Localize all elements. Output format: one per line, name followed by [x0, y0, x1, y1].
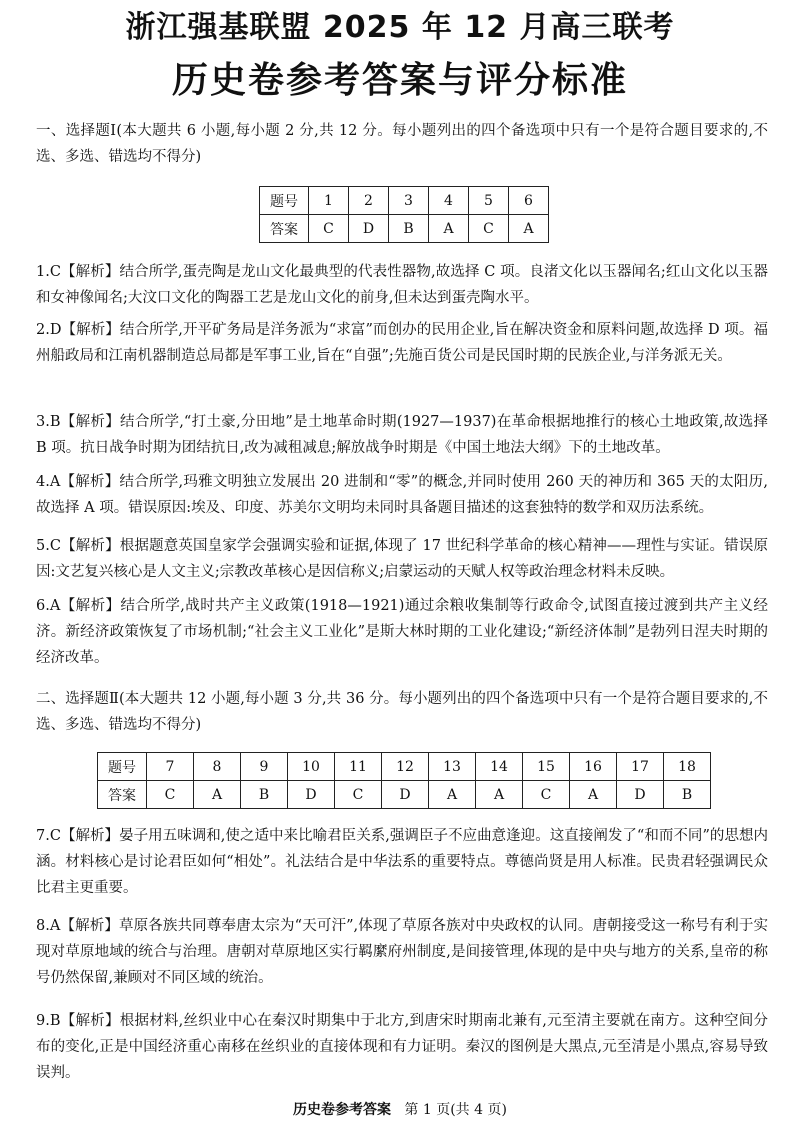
question-number-cell: 4: [429, 187, 469, 215]
question-number-cell: 6: [509, 187, 549, 215]
footer-page-number: 第 1 页(共 4 页): [404, 1102, 507, 1118]
question-number-cell: 8: [194, 753, 241, 781]
question-number-cell: 18: [664, 753, 711, 781]
explanation-item: 3.B【解析】结合所学,“打土豪,分田地”是土地革命时期(1927—1937)在革命根据地推行的核心土地政策,故选择 B 项。抗日战争时期为团结抗日,改为减租减息;解放战争时期是《中国土地法大纲》下的土地改革。: [36, 414, 768, 456]
page-footer: [0, 1100, 800, 1120]
answer-cell: C: [523, 781, 570, 809]
question-number-cell: 15: [523, 753, 570, 781]
answer-cell: C: [147, 781, 194, 809]
explanation-item: 4.A【解析】结合所学,玛雅文明独立发展出 20 进制和“零”的概念,并同时使用 260 天的神历和 365 天的太阳历,故选择 A 项。错误原因:埃及、印度、苏美尔文明均未同时具备题目描述的这套独特的数学和双历法系统。: [36, 474, 768, 516]
section2-intro: 二、选择题Ⅱ(本大题共 12 小题,每小题 3 分,共 36 分。每小题列出的四个备选项中只有一个是符合题目要求的,不选、多选、错选均不得分): [36, 691, 768, 733]
answer-cell: C: [335, 781, 382, 809]
answer-cell: A: [476, 781, 523, 809]
explanation-item: 2.D【解析】结合所学,开平矿务局是洋务派为“求富”而创办的民用企业,旨在解决资金和原料问题,故选择 D 项。福州船政局和江南机器制造总局都是军事工业,旨在“自强”;先施百货公司是民国时期的民族企业,与洋务派无关。: [36, 322, 768, 364]
answer-cell: A: [429, 215, 469, 243]
answer-cell: A: [194, 781, 241, 809]
answer-cell: A: [509, 215, 549, 243]
answer-cell: D: [349, 215, 389, 243]
explanation-item: 5.C【解析】根据题意英国皇家学会强调实验和证据,体现了 17 世纪科学革命的核心精神——理性与实证。错误原因:文艺复兴核心是人文主义;宗教改革核心是因信称义;启蒙运动的天赋人权等政治理念材料未反映。: [36, 538, 768, 580]
explanation-item: 7.C【解析】晏子用五味调和,使之适中来比喻君臣关系,强调臣子不应曲意逢迎。这直接阐发了“和而不同”的思想内涵。材料核心是讨论君臣如何“相处”。礼法结合是中华法系的重要特点。尊德尚贤是用人标准。民贵君轻强调民众比君主更重要。: [36, 828, 768, 896]
table-row: [260, 187, 549, 215]
explanation-item: 8.A【解析】草原各族共同尊奉唐太宗为“天可汗”,体现了草原各族对中央政权的认同。唐朝接受这一称号有利于实现对草原地域的统合与治理。唐朝对草原地区实行羁縻府州制度,是间接管理,体现的是中央与地方的关系,皇帝的称号仍然保留,兼顾对不同区域的统治。: [36, 918, 768, 986]
question-number-cell: 9: [241, 753, 288, 781]
question-number-cell: 17: [617, 753, 664, 781]
question-number-cell: 5: [469, 187, 509, 215]
document-title: 历史卷参考答案与评分标准: [171, 59, 628, 101]
question-number-cell: 16: [570, 753, 617, 781]
question-number-cell: 13: [429, 753, 476, 781]
table-header-cell: 答案: [98, 781, 147, 809]
answer-cell: C: [309, 215, 349, 243]
table-header-cell: 题号: [98, 753, 147, 781]
section1-answer-table: [259, 186, 549, 243]
explanation-item: 9.B【解析】根据材料,丝织业中心在秦汉时期集中于北方,到唐宋时期南北兼有,元至清主要就在南方。这种空间分布的变化,正是中国经济重心南移在丝织业的直接体现和有力证明。秦汉的图例是大黑点,元至清是小黑点,容易导致误判。: [36, 1013, 768, 1081]
answer-cell: C: [469, 215, 509, 243]
section2-answer-table: [97, 752, 711, 809]
question-number-cell: 11: [335, 753, 382, 781]
answer-cell: A: [429, 781, 476, 809]
question-number-cell: 2: [349, 187, 389, 215]
answer-cell: B: [241, 781, 288, 809]
exam-title: 浙江强基联盟 2025 年 12 月高三联考: [125, 10, 675, 45]
answer-cell: B: [664, 781, 711, 809]
question-number-cell: 10: [288, 753, 335, 781]
table-row: [260, 215, 549, 243]
question-number-cell: 14: [476, 753, 523, 781]
section1-intro: 一、选择题Ⅰ(本大题共 6 小题,每小题 2 分,共 12 分。每小题列出的四个备选项中只有一个是符合题目要求的,不选、多选、错选均不得分): [36, 123, 768, 165]
footer-document-name: 历史卷参考答案: [293, 1102, 392, 1118]
explanation-item: 6.A【解析】结合所学,战时共产主义政策(1918—1921)通过余粮收集制等行政命令,试图直接过渡到共产主义经济。新经济政策恢复了市场机制;“社会主义工业化”是斯大林时期的工业化建设;“新经济体制”是勃列日涅夫时期的经济改革。: [36, 598, 768, 666]
answer-cell: D: [617, 781, 664, 809]
question-number-cell: 12: [382, 753, 429, 781]
answer-cell: D: [382, 781, 429, 809]
explanation-item: 1.C【解析】结合所学,蛋壳陶是龙山文化最典型的代表性器物,故选择 C 项。良渚文化以玉器闻名;红山文化以玉器和女神像闻名;大汶口文化的陶器工艺是龙山文化的前身,但未达到蛋壳陶水平。: [36, 264, 768, 306]
table-header-cell: 答案: [260, 215, 309, 243]
table-row: [98, 781, 711, 809]
table-header-cell: 题号: [260, 187, 309, 215]
answer-cell: A: [570, 781, 617, 809]
question-number-cell: 7: [147, 753, 194, 781]
answer-cell: D: [288, 781, 335, 809]
question-number-cell: 3: [389, 187, 429, 215]
answer-cell: B: [389, 215, 429, 243]
question-number-cell: 1: [309, 187, 349, 215]
table-row: [98, 753, 711, 781]
